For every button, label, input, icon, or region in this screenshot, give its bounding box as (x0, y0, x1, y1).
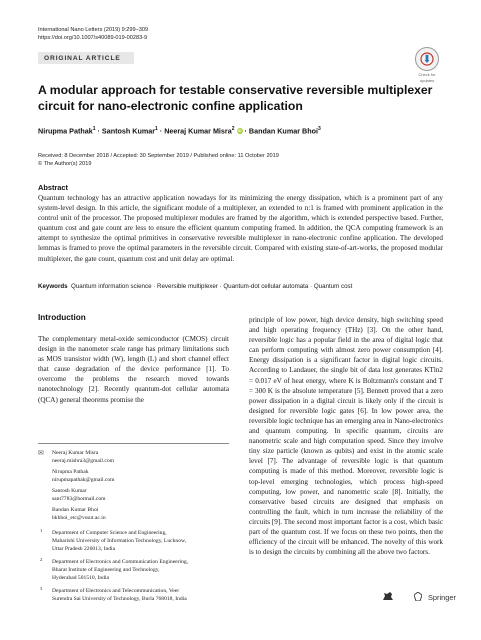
publication-dates (38, 152, 279, 168)
intro-paragraph-right (249, 315, 443, 557)
check-updates-label-2: updates (419, 78, 435, 83)
contact-entry (38, 506, 229, 522)
author-list (38, 126, 458, 135)
affiliation-line: Surendra Sai University of Technology, Burla 768018, India (52, 596, 187, 602)
author-name[interactable]: Nirupma Pathak (38, 126, 93, 136)
check-for-updates[interactable] (413, 47, 441, 83)
doi-link[interactable]: https://doi.org/10.1007/s40089-019-00283-9 (38, 35, 148, 41)
article-type-badge: ORIGINAL ARTICLE (38, 52, 134, 64)
affiliation-entry (38, 587, 229, 603)
contact-email[interactable]: bkbhoi_etc@vssut.ac.in (52, 515, 106, 521)
orcid-icon[interactable]: iD (237, 128, 242, 134)
contact-entry (38, 468, 229, 484)
intro-paragraph-left (38, 334, 229, 405)
affiliation-number: 2 (40, 557, 43, 562)
contact-entry (38, 487, 229, 503)
author-name[interactable]: Santosh Kumar (101, 126, 156, 136)
affiliation-number: 3 (40, 586, 43, 591)
affiliation-entry (38, 558, 229, 582)
author-affiliation-mark: 1 (155, 126, 158, 132)
keywords (38, 283, 458, 290)
journal-info (38, 26, 148, 42)
affiliation-number: 1 (40, 528, 43, 533)
springer-logo-mark-icon (414, 592, 422, 603)
affiliation-line: Hyderabad 501510, India (52, 575, 110, 581)
envelope-icon: ✉ (38, 449, 44, 457)
corresponding-contacts (38, 449, 229, 525)
footnote-divider (38, 443, 229, 444)
section-heading-introduction: Introduction (38, 313, 86, 322)
journal-citation: International Nano Letters (2019) 9:299–309 (38, 27, 149, 33)
affiliation-entry (38, 529, 229, 553)
author-name[interactable]: Bandan Kumar Bhoi (248, 126, 318, 136)
abstract-text: Quantum technology has an attractive application nowadays for its minimizing the energy dissipation, which is a prominent part of any system-level design. In this article, the significant module of a multiplexer, an extended to n:1 is framed with prominent application in the control unit of the processor. The proposed multiplexer modules are framed by the algorithm, which is extended perspective based. Further, quantum cost and gate count are less to ensure the efficient quantum computing framed. In addition, the QCA computing framework is an attempt to synthesize the optimal primitives in conservative reversible multiplexer in nano-electronic confine application. The developed lemmas is framed to prove the optimal parameters in the reversible circuit. Compared with existing state-of-art-works, the proposed modular multiplexer, the gate count, quantum cost and unit delay are optimal. (38, 194, 443, 263)
author-separator: · (95, 126, 102, 136)
article-title (38, 82, 438, 114)
affiliation-line: Department of Electronics and Communication Engineering, (52, 559, 189, 565)
check-updates-icon (415, 47, 439, 71)
abstract-heading: Abstract (38, 183, 68, 192)
intro-left-text: The complementary metal-oxide semiconductor (CMOS) circuit design in the nanometer scale range has primary limitations such as MOS transistor width (W), length (L) and short channel effect that cause degradation of the device performance [1]. To overcome the problems the research moved towards nanotechnology [2]. Recently quantum-dot cellular automata (QCA) general theorems promise the (38, 335, 229, 404)
affiliation-line: Bharat Institute of Engineering and Technology, (52, 567, 160, 573)
dates-line: Received: 8 December 2018 / Accepted: 30 September 2019 / Published online: 11 October 2019 (38, 153, 279, 159)
affiliation-line: Department of Electronics and Telecommunication, Veer (52, 588, 180, 594)
copyright-line: © The Author(s) 2019 (38, 161, 92, 167)
keywords-text: Quantum information science · Reversible multiplexer · Quantum-dot cellular automata · Quantum cost (71, 283, 353, 290)
check-updates-label-1: Check for (418, 72, 436, 77)
intro-right-text: principle of low power, high device density, high switching speed and high operating frequency (THz) [3]. On the other hand, reversible logic has a popular field in the area of digital logic that can perform computing with almost zero power consumption [4]. Energy dissipation is a significant factor in digital logic circuits. According to Landauer, the single bit of data lost generates KTln2 = 0.017 eV of heat energy, where K is Boltzmann's constant and T = 300 K is the absolute temperature [5]. Bennett proved that a zero power dissipation in a digital circuit is likely only if the circuit is designed for reversible logic gates [6]. In low power area, the reversible logic technique has an emerging area in Nano-electronics and quantum computing. In specific quantum, circuits are nanometric scale and high computation speed. Since they involve tiny size particle (known as qubits) and exist in the atomic scale level [7]. The advantage of reversible logic is that quantum computing is made of this method. Moreover, reversible logic is top-level emerging technologies, which process high-speed computing, low power, and nanometric scale [8]. Initially, the conservative based circuits are designed that emphasis on controlling the fault, which in turn increase the reliability of the circuits [9]. The second most important factor is a cost, which basic part of the quantum cost. If we focus on these two points, then the efficiency of the circuit will be enhanced. The novelty of this work is to design the circuits by combining all the above two factors. (249, 316, 443, 557)
publisher-footer (382, 591, 456, 603)
affiliation-line: Uttar Pradesh 226013, India (52, 546, 116, 552)
author-affiliation-mark: 1 (92, 126, 96, 132)
author-affiliation-mark: 2 (231, 126, 235, 132)
contact-name: Bandan Kumar Bhoi (52, 507, 99, 513)
author-affiliation-mark: 3 (317, 126, 321, 132)
title-line-1: A modular approach for testable conservative reversible multiplexer (38, 83, 433, 97)
contact-name: Neeraj Kumar Misra (52, 450, 99, 456)
contact-email[interactable]: sant7783@hotmail.com (52, 496, 106, 502)
affiliation-line: Department of Computer Science and Engineering, (52, 530, 167, 536)
affiliation-line: Maharishi University of Information Technology, Lucknow, (52, 538, 187, 544)
contact-email[interactable]: neeraj.mishra3@gmail.com (52, 458, 115, 464)
publisher-name: Springer (428, 592, 456, 602)
contact-name: Santosh Kumar (52, 488, 87, 494)
title-line-2: circuit for nano-electronic confine application (38, 99, 303, 113)
keywords-label: Keywords (38, 283, 68, 290)
contact-entry (38, 449, 229, 465)
author-separator: · (157, 126, 165, 136)
springer-horse-icon (382, 591, 394, 603)
contact-email[interactable]: nirupmapathak@gmail.com (52, 477, 115, 483)
author-separator: · (242, 126, 249, 136)
author-name[interactable]: Neeraj Kumar Misra (164, 126, 232, 136)
affiliations (38, 529, 229, 608)
contact-name: Nirupma Pathak (52, 469, 89, 475)
